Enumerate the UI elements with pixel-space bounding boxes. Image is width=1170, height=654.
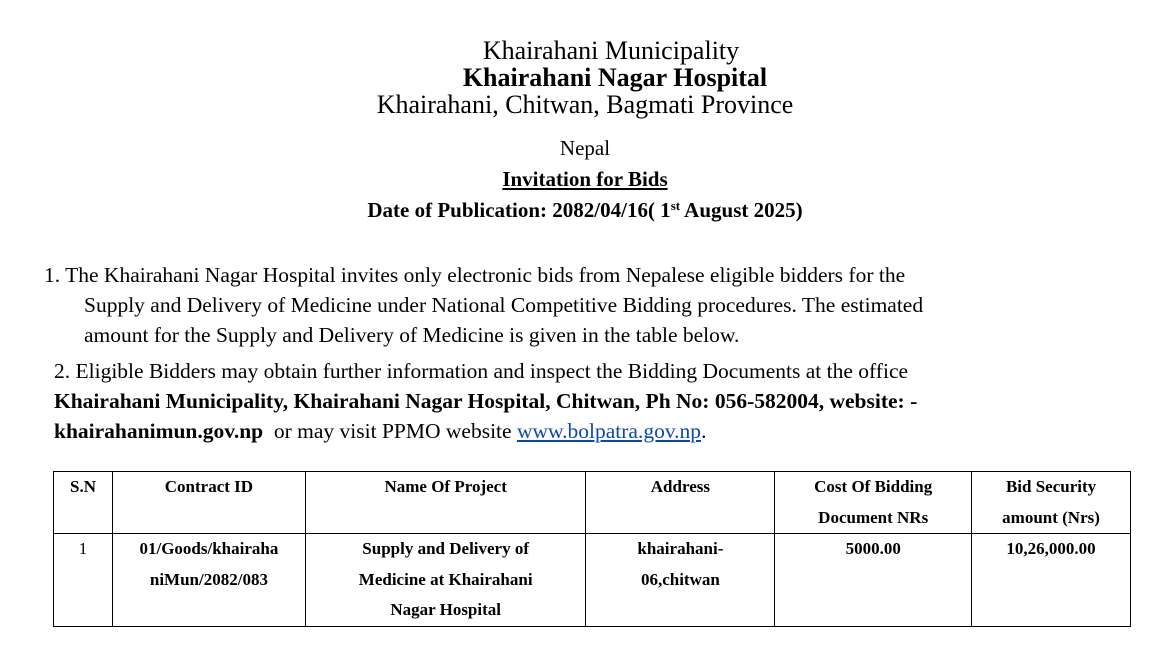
table-header-row: [54, 472, 1131, 534]
paragraph-2-end: .: [701, 419, 707, 443]
cell-project-name: [305, 534, 586, 627]
header-cost-line-1: Cost Of Bidding: [814, 477, 933, 496]
bid-table: [53, 471, 1131, 627]
header-bid-security: [972, 472, 1131, 534]
hospital-address: Khairahani, Chitwan, Bagmati Province: [376, 90, 794, 119]
header-security-line-1: Bid Security: [1005, 477, 1097, 496]
header-sn: S.N: [54, 472, 113, 534]
project-line-1: Supply and Delivery of: [362, 539, 530, 558]
cell-sn: 1: [54, 534, 113, 627]
paragraph-2-line-1: 2. Eligible Bidders may obtain further information and inspect the Bidding Documents at the office: [54, 359, 909, 383]
address-line-2: 06,chitwan: [640, 569, 720, 589]
contract-line-1: 01/Goods/khairaha: [139, 539, 279, 558]
publication-date: [0, 198, 1170, 223]
header-address: Address: [586, 472, 775, 534]
contract-line-2: niMun/2082/083: [149, 569, 268, 589]
header-cost-line-2: Document NRs: [818, 507, 929, 527]
municipality-website: khairahanimun.gov.np: [54, 419, 264, 443]
date-superscript: st: [670, 198, 681, 213]
hospital-name: Khairahani Nagar Hospital: [462, 63, 768, 92]
cell-address: [586, 534, 775, 627]
address-line-1: khairahani-: [637, 539, 724, 558]
country-name: Nepal: [559, 136, 611, 160]
paragraph-1-line-1: 1. The Khairahani Nagar Hospital invites only electronic bids from Nepalese eligible bidders for the: [44, 263, 906, 287]
date-suffix: August 2025): [680, 198, 803, 222]
paragraph-2-line-2: [54, 386, 917, 416]
paragraph-2-text: or may visit PPMO website: [263, 419, 517, 443]
header-contract-id: Contract ID: [112, 472, 305, 534]
bolpatra-link[interactable]: www.bolpatra.gov.np: [516, 419, 702, 443]
cell-bid-security: 10,26,000.00: [972, 534, 1131, 627]
municipality-name: Khairahani Municipality: [482, 36, 740, 65]
header-project-name: Name Of Project: [305, 472, 586, 534]
header-security-line-2: amount (Nrs): [1002, 507, 1100, 527]
paragraph-1-line-3: amount for the Supply and Delivery of Medicine is given in the table below.: [84, 323, 740, 347]
header-cost: [775, 472, 972, 534]
project-line-2: Medicine at Khairahani: [358, 569, 533, 589]
paragraph-1-line-2: Supply and Delivery of Medicine under National Competitive Bidding procedures. The estimated: [84, 293, 924, 317]
cell-cost: 5000.00: [775, 534, 972, 627]
cell-contract-id: [112, 534, 305, 627]
office-contact: Khairahani Municipality, Khairahani Nagar Hospital, Chitwan, Ph No: 056-582004, website: -: [54, 389, 918, 413]
paragraph-2-line-3: [54, 416, 917, 446]
paragraph-1: [44, 260, 923, 350]
date-prefix: Date of Publication: 2082/04/16( 1: [367, 198, 671, 222]
table-row: [54, 534, 1131, 627]
paragraph-2: [54, 356, 917, 446]
project-line-3: Nagar Hospital: [390, 600, 501, 619]
notice-title: Invitation for Bids: [502, 167, 668, 191]
